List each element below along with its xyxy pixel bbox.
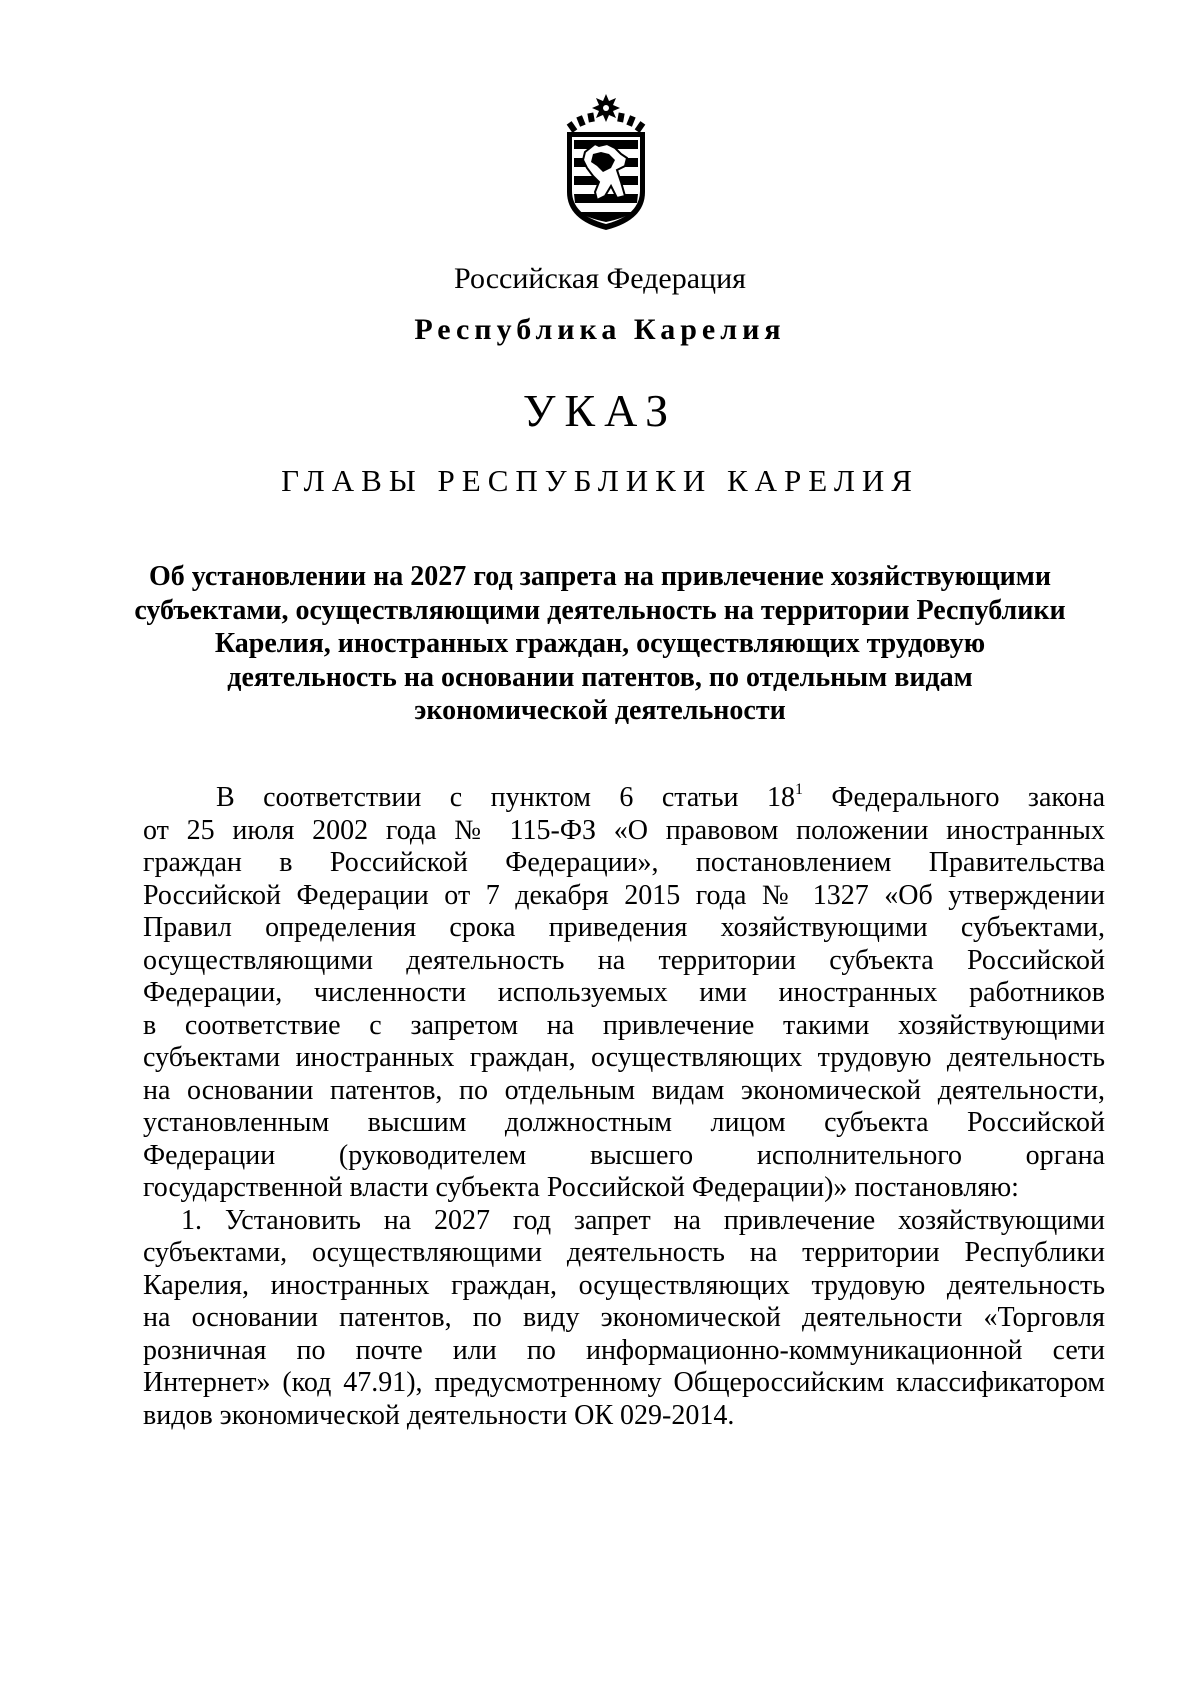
superscript: 1 [794,781,803,798]
title-line: экономической деятельности [414,695,786,726]
body-line: видов экономической деятельности ОК 029-2014. [143,1399,735,1431]
preamble-paragraph [143,782,1105,1205]
body-line: Интернет» (код 47.91), предусмотренному Общероссийским классификатором [143,1367,1105,1398]
body-line: субъектами, осуществляющими деятельность на территории Республики [143,1237,1105,1268]
clause-1-paragraph [143,1205,1105,1433]
country-name: Российская Федерация [454,262,746,295]
body-line: Федерации (руководителем высшего исполнительного органа [143,1139,1105,1171]
body-line: осуществляющими деятельность на территории субъекта Российской [143,944,1105,976]
body-line: установленным высшим должностным лицом субъекта Российской [143,1107,1105,1138]
title-line: Об установлении на 2027 год запрета на привлечение хозяйствующими [148,561,1052,592]
body-line: граждан в Российской Федерации», постановлением Правительства [143,847,1105,878]
body-line: на основании патентов, по виду экономической деятельности «Торговля [143,1302,1105,1333]
body-line: в соответствие с запретом на привлечение такими хозяйствующими [143,1009,1105,1041]
body-line: Правил определения срока приведения хозяйствующими субъектами, [143,912,1105,943]
body-line: государственной власти субъекта Российской Федерации)» постановляю: [143,1172,1019,1203]
document-type: УКАЗ [522,385,678,436]
coat-of-arms-icon [565,92,647,232]
body-line [143,782,1105,815]
body-line: розничная по почте или по информационно-коммуникационной сети [143,1334,1105,1366]
title-line: Карелия, иностранных граждан, осуществляющих трудовую [214,628,986,659]
text-segment: В соответствии с пунктом 6 статьи 18 [216,782,795,813]
republic-name: Республика Карелия [414,313,786,346]
decree-title [120,560,1080,728]
body-line: Российской Федерации от 7 декабря 2015 года № 1327 «Об утверждении [143,879,1105,911]
decree-body [143,782,1105,1432]
title-line: субъектами, осуществляющими деятельность на территории Республики [134,594,1066,626]
body-line: Карелия, иностранных граждан, осуществляющих трудовую деятельность [143,1269,1105,1301]
body-line: на основании патентов, по отдельным видам экономической деятельности, [143,1074,1105,1106]
body-line: от 25 июля 2002 года № 115-ФЗ «О правовом положении иностранных [143,814,1105,846]
title-line: деятельность на основании патентов, по отдельным видам [227,661,973,693]
text-segment: Федерального закона [802,782,1105,813]
body-line: субъектами иностранных граждан, осуществляющих трудовую деятельность [143,1042,1105,1073]
body-line: 1. Установить на 2027 год запрет на привлечение хозяйствующими [181,1204,1105,1236]
body-line: Федерации, численности используемых ими иностранных работников [143,977,1105,1008]
issuer-name: ГЛАВЫ РЕСПУБЛИКИ КАРЕЛИЯ [281,463,919,498]
